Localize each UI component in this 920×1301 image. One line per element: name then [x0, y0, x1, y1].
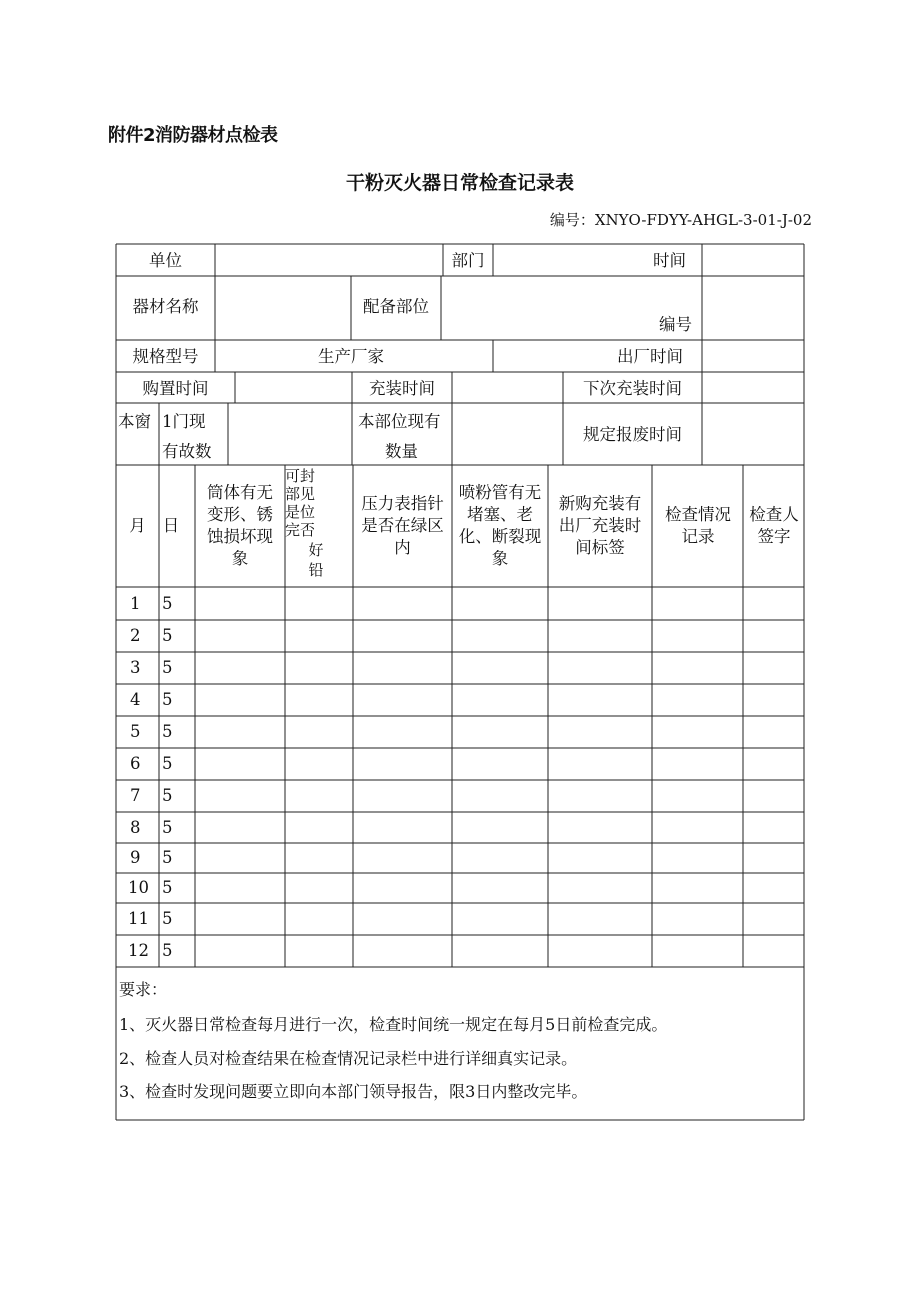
col-signature: 检查人签字 — [749, 505, 799, 546]
row-day: 5 — [162, 941, 173, 960]
row-day: 5 — [162, 754, 173, 773]
row-day: 5 — [162, 909, 173, 928]
attachment-label: 附件2消防器材点检表 — [108, 125, 278, 146]
col-seal-3: 是位 — [285, 503, 316, 521]
row-month: 3 — [130, 658, 141, 677]
row-month: 12 — [128, 941, 149, 960]
row-day: 5 — [162, 848, 173, 867]
row-month: 11 — [128, 909, 149, 928]
col-nozzle: 喷粉管有无堵塞、老化、断裂现象 — [458, 483, 542, 568]
label-existing-qty: 数量 — [385, 442, 418, 461]
requirement-1: 1、灭火器日常检查每月进行一次，检查时间统一规定在每月5日前检查完成。 — [119, 1015, 668, 1034]
row-month: 7 — [130, 786, 141, 805]
row-day: 5 — [162, 817, 173, 837]
row-day: 5 — [162, 658, 173, 677]
row-day: 5 — [162, 690, 173, 709]
row-month: 9 — [130, 848, 141, 867]
col-seal-5: 好 — [308, 541, 324, 559]
col-body-condition: 筒体有无变形、锈蚀损坏现象 — [207, 483, 273, 568]
label-filling-time: 充装时间 — [369, 379, 435, 398]
col-seal-1: 可封 — [285, 467, 316, 485]
col-record: 检查情况记录 — [665, 505, 731, 546]
row-month: 10 — [128, 878, 149, 897]
label-model: 规格型号 — [132, 347, 199, 366]
row-month: 4 — [130, 690, 141, 709]
row-day: 5 — [162, 878, 173, 897]
col-seal-6: 铅 — [308, 561, 324, 579]
col-seal-2: 部见 — [285, 485, 316, 503]
row-day: 5 — [162, 626, 173, 645]
col-pressure-gauge: 压力表指针是否在绿区内 — [361, 494, 444, 557]
label-time: 时间 — [653, 251, 686, 270]
label-next-filling-time: 下次充装时间 — [583, 379, 682, 398]
label-window-line1: 1门现 — [162, 412, 206, 431]
label-existing: 本部位现有 — [358, 412, 441, 431]
requirements-heading: 要求： — [119, 980, 168, 999]
requirement-3: 3、检查时发现问题要立即向本部门领导报告，限3日内整改完毕。 — [119, 1082, 588, 1101]
label-department: 部门 — [451, 251, 485, 270]
col-month: 月 — [129, 516, 146, 535]
label-equipment-name: 器材名称 — [132, 297, 199, 316]
label-manufacturer: 生产厂家 — [318, 347, 384, 366]
label-window: 本窗 — [118, 412, 151, 431]
label-window-line2: 有故数 — [162, 442, 212, 461]
row-month: 1 — [130, 593, 141, 613]
col-label: 新购充装有出厂充装时间标签 — [558, 494, 642, 557]
requirement-2: 2、检查人员对检查结果在检查情况记录栏中进行详细真实记录。 — [119, 1049, 578, 1068]
label-number: 编号 — [659, 315, 692, 334]
label-purchase-time: 购置时间 — [142, 379, 209, 398]
row-month: 5 — [130, 722, 141, 741]
row-day: 5 — [162, 593, 173, 613]
row-day: 5 — [162, 786, 173, 805]
row-day: 5 — [162, 722, 173, 741]
label-factory-time: 出厂时间 — [617, 347, 683, 366]
row-month: 8 — [130, 817, 141, 837]
col-seal-4: 完否 — [285, 521, 316, 539]
form-title: 干粉灭火器日常检查记录表 — [345, 172, 574, 194]
label-location: 配备部位 — [363, 297, 429, 316]
col-day: 日 — [162, 516, 180, 535]
row-month: 2 — [130, 626, 141, 645]
label-unit: 单位 — [149, 251, 182, 270]
row-month: 6 — [130, 754, 141, 773]
form-code: 编号：XNYO-FDYY-AHGL-3-01-J-02 — [549, 211, 812, 229]
label-scrap-time: 规定报废时间 — [583, 425, 682, 444]
